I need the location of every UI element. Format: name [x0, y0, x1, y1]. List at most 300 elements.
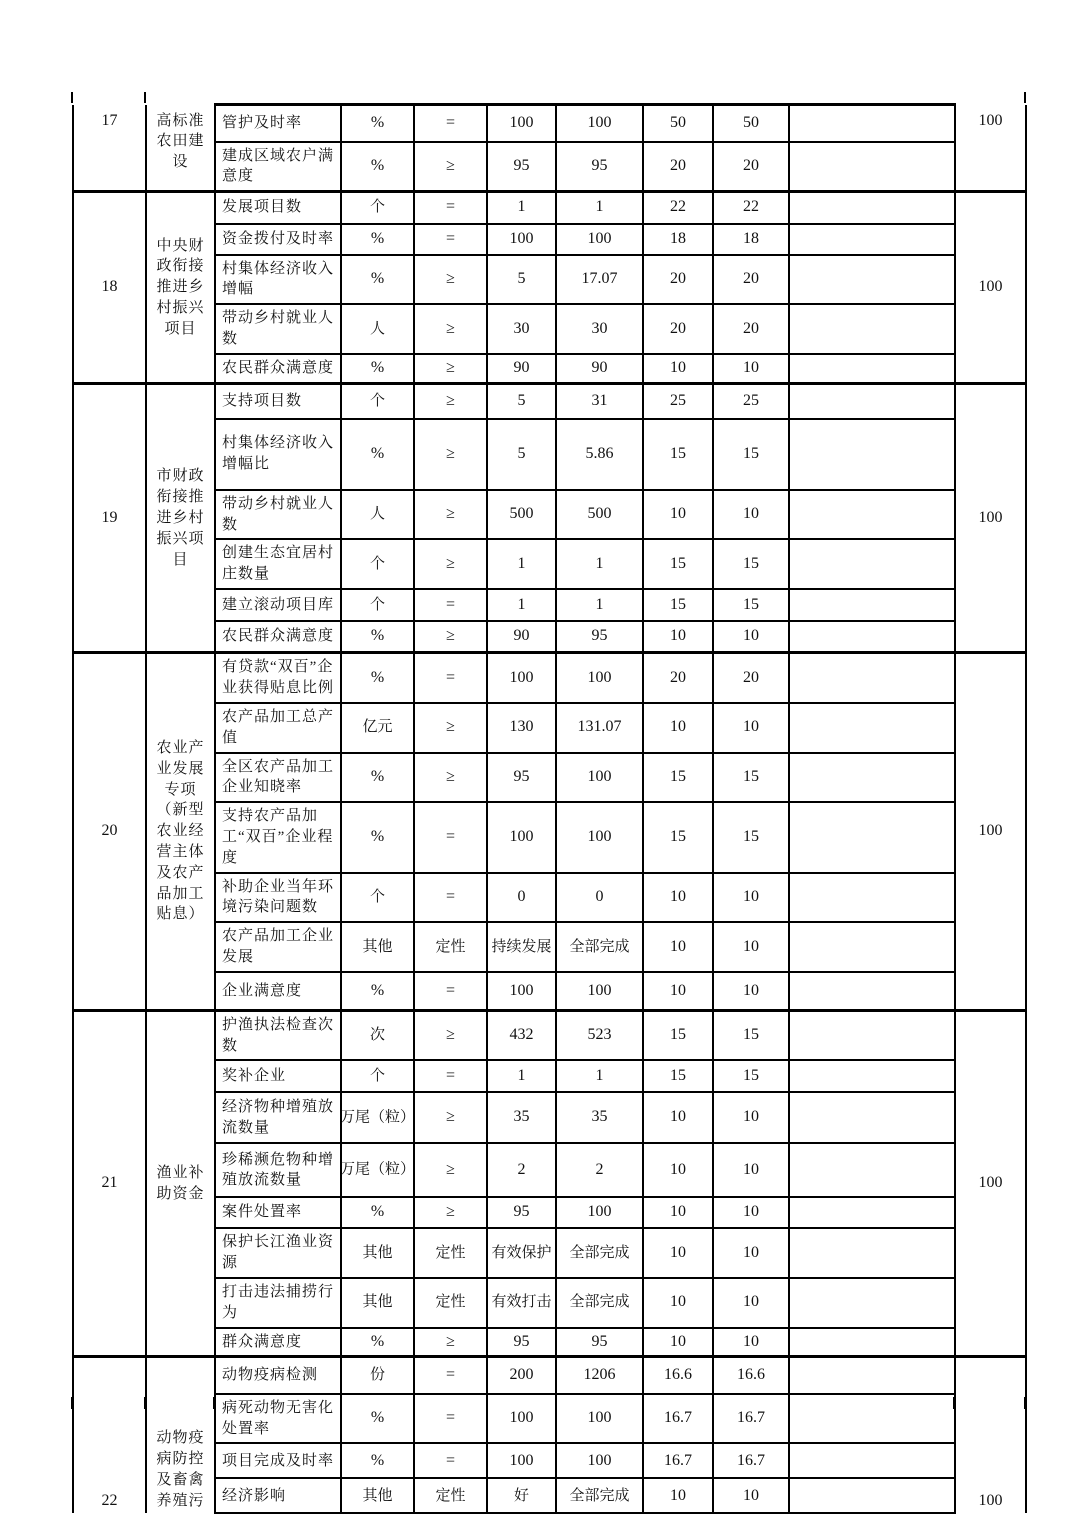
indicator-row — [73, 1278, 1026, 1328]
operator-cell-text: 定性 — [435, 1487, 466, 1504]
indicator-row — [73, 304, 1026, 354]
target-value-cell-text: 1 — [517, 554, 526, 572]
unit-cell-text: 其他 — [362, 1294, 393, 1311]
note-cell — [789, 802, 955, 872]
weight-cell — [643, 304, 713, 354]
unit-cell — [341, 105, 414, 142]
actual-value-cell — [556, 873, 643, 923]
indicator-row — [73, 922, 1026, 972]
actual-value-cell-text: 100 — [587, 229, 612, 247]
weight-cell — [643, 589, 713, 621]
score-cell-text: 15 — [743, 828, 759, 846]
unit-cell-text: % — [370, 828, 385, 846]
weight-cell-text: 10 — [670, 1203, 686, 1221]
actual-value-cell — [556, 621, 643, 653]
indicator-name-cell-text: 项目完成及时率 — [222, 1452, 335, 1469]
operator-cell-text: = — [445, 981, 456, 999]
score-cell-text: 10 — [743, 888, 759, 906]
unit-cell — [341, 972, 414, 1010]
score-cell — [713, 802, 789, 872]
operator-cell-text: ≥ — [446, 718, 455, 736]
table-edge-stub — [144, 92, 146, 103]
group-id-cell-text: 20 — [101, 822, 118, 840]
note-cell — [789, 589, 955, 621]
operator-cell — [414, 304, 487, 354]
project-name-cell — [146, 192, 215, 384]
operator-cell — [414, 419, 487, 490]
actual-value-cell — [556, 384, 643, 419]
weight-cell-text: 16.6 — [664, 1366, 692, 1384]
note-cell — [789, 653, 955, 703]
operator-cell — [414, 1010, 487, 1060]
operator-cell-text: ≥ — [446, 1026, 455, 1044]
weight-cell-text: 16.7 — [664, 1451, 692, 1469]
score-cell — [713, 1328, 789, 1357]
indicator-row — [73, 1394, 1026, 1444]
indicator-name-cell-text: 群众满意度 — [222, 1333, 303, 1350]
actual-value-cell — [556, 589, 643, 621]
score-cell — [713, 1143, 789, 1197]
actual-value-cell — [556, 105, 643, 142]
target-value-cell — [487, 192, 556, 224]
weight-cell-text: 10 — [670, 718, 686, 736]
score-cell-text: 10 — [743, 505, 759, 523]
indicator-name-cell — [215, 539, 341, 589]
note-cell — [789, 354, 955, 384]
actual-value-cell-text: 31 — [591, 392, 608, 410]
weight-cell-text: 15 — [670, 1066, 686, 1084]
table-edge-stub — [71, 92, 73, 103]
weight-cell-text: 15 — [670, 444, 686, 462]
indicator-name-cell-text: 支持项目数 — [222, 393, 303, 410]
score-cell — [713, 1357, 789, 1394]
score-cell-text: 10 — [743, 1108, 759, 1126]
weight-cell — [643, 1197, 713, 1228]
actual-value-cell — [556, 490, 643, 540]
weight-cell-text: 10 — [670, 627, 686, 645]
score-cell — [713, 419, 789, 490]
weight-cell — [643, 419, 713, 490]
operator-cell-text: ≥ — [446, 627, 455, 645]
group-total-cell-text: 100 — [978, 111, 1003, 129]
score-cell — [713, 1092, 789, 1143]
target-value-cell-text: 95 — [513, 1332, 530, 1350]
actual-value-cell — [556, 1443, 643, 1478]
indicator-name-cell — [215, 873, 341, 923]
weight-cell-text: 10 — [670, 1108, 686, 1126]
unit-cell-text: % — [370, 1409, 385, 1427]
indicator-name-cell-text: 村集体经济收入增幅比 — [222, 435, 335, 473]
indicator-name-cell-text: 护渔执法检查次数 — [222, 1016, 335, 1054]
score-cell — [713, 873, 789, 923]
actual-value-cell — [556, 539, 643, 589]
table-edge-stub — [144, 1397, 146, 1409]
unit-cell-text: % — [370, 1203, 385, 1221]
actual-value-cell-text: 90 — [591, 359, 608, 377]
indicator-name-cell — [215, 1278, 341, 1328]
actual-value-cell-text: 100 — [587, 1203, 612, 1221]
actual-value-cell — [556, 1060, 643, 1092]
target-value-cell — [487, 224, 556, 255]
indicator-name-cell-text: 补助企业当年环境污染问题数 — [222, 878, 335, 916]
indicator-name-cell-text: 创建生态宜居村庄数量 — [222, 545, 335, 583]
actual-value-cell-text: 523 — [587, 1026, 612, 1044]
operator-cell-text: ≥ — [446, 768, 455, 786]
group-id-cell-text: 21 — [101, 1174, 118, 1192]
note-cell — [789, 1394, 955, 1444]
note-cell — [789, 384, 955, 419]
operator-cell — [414, 1092, 487, 1143]
weight-cell-text: 20 — [670, 319, 686, 337]
weight-cell-text: 16.7 — [664, 1409, 692, 1427]
actual-value-cell — [556, 703, 643, 753]
target-value-cell-text: 95 — [513, 156, 530, 174]
target-value-cell — [487, 539, 556, 589]
group-id-cell-text: 18 — [101, 278, 118, 296]
unit-cell-text: % — [370, 269, 385, 287]
operator-cell — [414, 589, 487, 621]
target-value-cell — [487, 621, 556, 653]
weight-cell — [643, 1060, 713, 1092]
actual-value-cell — [556, 1328, 643, 1357]
group-total-cell-text: 100 — [978, 508, 1003, 526]
target-value-cell-text: 95 — [513, 768, 530, 786]
group-total-cell-text: 100 — [978, 278, 1003, 296]
indicator-row — [73, 354, 1026, 384]
indicator-name-cell-text: 动物疫病检测 — [222, 1367, 319, 1384]
unit-cell — [341, 1060, 414, 1092]
unit-cell-text: % — [370, 444, 385, 462]
weight-cell-text: 10 — [670, 1332, 686, 1350]
operator-cell — [414, 703, 487, 753]
unit-cell-text: % — [370, 668, 385, 686]
target-value-cell — [487, 753, 556, 803]
target-value-cell — [487, 1328, 556, 1357]
actual-value-cell-text: 全部完成 — [569, 1487, 630, 1504]
operator-cell — [414, 753, 487, 803]
actual-value-cell-text: 0 — [595, 888, 604, 906]
score-cell — [713, 354, 789, 384]
unit-cell — [341, 1357, 414, 1394]
target-value-cell-text: 90 — [513, 359, 530, 377]
unit-cell-text: 亿元 — [362, 719, 393, 736]
indicator-name-cell — [215, 802, 341, 872]
indicator-name-cell — [215, 105, 341, 142]
operator-cell-text: 定性 — [435, 1294, 466, 1311]
performance-indicator-table — [72, 103, 1027, 1514]
unit-cell-text: 个 — [369, 1067, 385, 1084]
score-cell-text: 10 — [743, 627, 759, 645]
indicator-row — [73, 1143, 1026, 1197]
target-value-cell — [487, 105, 556, 142]
actual-value-cell — [556, 142, 643, 192]
target-value-cell-text: 5 — [517, 269, 526, 287]
operator-cell — [414, 192, 487, 224]
score-cell-text: 16.7 — [737, 1451, 765, 1469]
actual-value-cell — [556, 419, 643, 490]
actual-value-cell — [556, 1092, 643, 1143]
operator-cell — [414, 255, 487, 305]
operator-cell-text: = — [445, 1409, 456, 1427]
project-name-cell — [146, 653, 215, 1010]
indicator-name-cell-text: 发展项目数 — [222, 199, 303, 216]
score-cell-text: 10 — [743, 1160, 759, 1178]
weight-cell-text: 20 — [670, 668, 686, 686]
score-cell — [713, 490, 789, 540]
operator-cell — [414, 539, 487, 589]
weight-cell — [643, 1278, 713, 1328]
note-cell — [789, 703, 955, 753]
score-cell-text: 10 — [743, 981, 759, 999]
unit-cell-text: % — [370, 156, 385, 174]
weight-cell-text: 20 — [670, 156, 686, 174]
score-cell-text: 15 — [743, 444, 759, 462]
indicator-row — [73, 1328, 1026, 1357]
score-cell — [713, 922, 789, 972]
indicator-row — [73, 1092, 1026, 1143]
indicator-name-cell — [215, 1328, 341, 1357]
score-cell — [713, 255, 789, 305]
actual-value-cell — [556, 255, 643, 305]
score-cell-text: 10 — [743, 1486, 759, 1504]
unit-cell — [341, 1328, 414, 1357]
weight-cell-text: 10 — [670, 1243, 686, 1261]
weight-cell — [643, 922, 713, 972]
actual-value-cell — [556, 802, 643, 872]
score-cell — [713, 703, 789, 753]
table-edge-stub — [1024, 1397, 1026, 1409]
operator-cell-text: = — [445, 198, 456, 216]
operator-cell — [414, 1443, 487, 1478]
indicator-name-cell-text: 企业满意度 — [222, 982, 303, 999]
operator-cell-text: ≥ — [446, 444, 455, 462]
indicator-name-cell-text: 经济影响 — [222, 1487, 287, 1504]
group-total-cell — [955, 653, 1026, 1010]
actual-value-cell-text: 17.07 — [581, 269, 618, 287]
unit-cell-text: 其他 — [362, 1244, 393, 1261]
indicator-name-cell-text: 保护长江渔业资源 — [222, 1234, 335, 1272]
indicator-name-cell-text: 建立滚动项目库 — [222, 596, 335, 613]
score-cell — [713, 1278, 789, 1328]
indicator-name-cell — [215, 1228, 341, 1278]
table-edge-stub — [953, 1397, 955, 1409]
note-cell — [789, 419, 955, 490]
note-cell — [789, 539, 955, 589]
unit-cell — [341, 539, 414, 589]
operator-cell-text: = — [445, 668, 456, 686]
operator-cell — [414, 1394, 487, 1444]
operator-cell — [414, 1278, 487, 1328]
operator-cell-text: ≥ — [446, 1160, 455, 1178]
indicator-row — [73, 972, 1026, 1010]
indicator-row — [73, 192, 1026, 224]
score-cell-text: 10 — [743, 1203, 759, 1221]
unit-cell-text: 份 — [369, 1367, 385, 1384]
target-value-cell-text: 90 — [513, 627, 530, 645]
weight-cell-text: 25 — [670, 392, 686, 410]
operator-cell-text: ≥ — [446, 1332, 455, 1350]
score-cell — [713, 142, 789, 192]
weight-cell — [643, 1143, 713, 1197]
weight-cell — [643, 753, 713, 803]
unit-cell-text: 个 — [369, 393, 385, 410]
unit-cell-text: 其他 — [362, 1487, 393, 1504]
group-total-cell-text: 100 — [978, 1174, 1003, 1192]
operator-cell — [414, 653, 487, 703]
target-value-cell — [487, 1010, 556, 1060]
score-cell-text: 10 — [743, 359, 759, 377]
target-value-cell-text: 有效保护 — [491, 1244, 552, 1261]
actual-value-cell — [556, 1278, 643, 1328]
actual-value-cell-text: 500 — [587, 505, 612, 523]
operator-cell-text: ≥ — [446, 269, 455, 287]
indicator-name-cell — [215, 142, 341, 192]
score-cell-text: 22 — [743, 198, 759, 216]
actual-value-cell-text: 100 — [587, 1409, 612, 1427]
score-cell — [713, 1478, 789, 1513]
indicator-name-cell — [215, 384, 341, 419]
note-cell — [789, 1197, 955, 1228]
unit-cell — [341, 384, 414, 419]
actual-value-cell-text: 95 — [591, 156, 608, 174]
score-cell-text: 10 — [743, 1293, 759, 1311]
indicator-row — [73, 419, 1026, 490]
weight-cell-text: 10 — [670, 981, 686, 999]
unit-cell — [341, 142, 414, 192]
indicator-row — [73, 621, 1026, 653]
note-cell — [789, 304, 955, 354]
operator-cell-text: ≥ — [446, 359, 455, 377]
actual-value-cell-text: 95 — [591, 1332, 608, 1350]
actual-value-cell-text: 35 — [591, 1108, 608, 1126]
target-value-cell — [487, 1478, 556, 1513]
indicator-row — [73, 1060, 1026, 1092]
actual-value-cell-text: 1 — [595, 595, 604, 613]
indicator-name-cell-text: 支持农产品加工“双百”企业程度 — [222, 808, 334, 866]
actual-value-cell-text: 30 — [591, 319, 608, 337]
actual-value-cell-text: 1 — [595, 198, 604, 216]
actual-value-cell-text: 100 — [587, 981, 612, 999]
score-cell-text: 10 — [743, 1332, 759, 1350]
indicator-name-cell-text: 管护及时率 — [222, 114, 303, 131]
operator-cell-text: ≥ — [446, 319, 455, 337]
target-value-cell — [487, 1357, 556, 1394]
operator-cell-text: = — [445, 888, 456, 906]
target-value-cell — [487, 972, 556, 1010]
indicator-name-cell — [215, 255, 341, 305]
score-cell-text: 20 — [743, 319, 759, 337]
indicator-row — [73, 589, 1026, 621]
weight-cell — [643, 1092, 713, 1143]
note-cell — [789, 490, 955, 540]
unit-cell-text: 个 — [369, 889, 385, 906]
indicator-name-cell-text: 奖补企业 — [222, 1067, 287, 1084]
project-name-cell — [146, 1357, 215, 1514]
indicator-name-cell-text: 农民群众满意度 — [222, 360, 335, 377]
actual-value-cell-text: 100 — [587, 828, 612, 846]
note-cell — [789, 1228, 955, 1278]
unit-cell-text: % — [370, 113, 385, 131]
operator-cell — [414, 873, 487, 923]
actual-value-cell-text: 95 — [591, 627, 608, 645]
actual-value-cell-text: 100 — [587, 768, 612, 786]
indicator-row — [73, 1478, 1026, 1513]
indicator-name-cell-text: 经济物种增殖放流数量 — [222, 1099, 335, 1136]
operator-cell — [414, 1143, 487, 1197]
unit-cell — [341, 490, 414, 540]
project-name-cell-text: 渔业补助资金 — [156, 1164, 205, 1202]
indicator-name-cell — [215, 419, 341, 490]
weight-cell-text: 22 — [670, 198, 686, 216]
weight-cell — [643, 354, 713, 384]
operator-cell-text: = — [445, 1451, 456, 1469]
indicator-name-cell-text: 珍稀濒危物种增殖放流数量 — [222, 1151, 335, 1189]
weight-cell-text: 15 — [670, 1026, 686, 1044]
weight-cell-text: 18 — [670, 229, 686, 247]
score-cell-text: 20 — [743, 668, 759, 686]
target-value-cell — [487, 1092, 556, 1143]
unit-cell — [341, 621, 414, 653]
weight-cell — [643, 192, 713, 224]
unit-cell-text: 人 — [369, 320, 385, 337]
target-value-cell-text: 100 — [509, 1451, 534, 1469]
unit-cell — [341, 922, 414, 972]
actual-value-cell — [556, 224, 643, 255]
indicator-name-cell-text: 带动乡村就业人数 — [222, 495, 335, 533]
unit-cell — [341, 703, 414, 753]
weight-cell-text: 15 — [670, 595, 686, 613]
weight-cell — [643, 384, 713, 419]
operator-cell — [414, 224, 487, 255]
actual-value-cell-text: 1 — [595, 1066, 604, 1084]
note-cell — [789, 1060, 955, 1092]
group-total-cell — [955, 384, 1026, 653]
indicator-name-cell — [215, 1092, 341, 1143]
weight-cell — [643, 1328, 713, 1357]
note-cell — [789, 224, 955, 255]
target-value-cell — [487, 1197, 556, 1228]
target-value-cell-text: 100 — [509, 1409, 534, 1427]
operator-cell — [414, 922, 487, 972]
indicator-name-cell — [215, 304, 341, 354]
unit-cell-text: 个 — [369, 199, 385, 216]
actual-value-cell — [556, 354, 643, 384]
unit-cell — [341, 1143, 414, 1197]
group-id-cell-text: 19 — [101, 508, 118, 526]
indicator-row — [73, 1197, 1026, 1228]
indicator-name-cell-text: 农民群众满意度 — [222, 628, 335, 645]
note-cell — [789, 873, 955, 923]
indicator-name-cell-text: 案件处置率 — [222, 1204, 303, 1221]
note-cell — [789, 753, 955, 803]
note-cell — [789, 192, 955, 224]
target-value-cell-text: 200 — [509, 1366, 534, 1384]
target-value-cell — [487, 873, 556, 923]
actual-value-cell-text: 1 — [595, 554, 604, 572]
operator-cell — [414, 142, 487, 192]
indicator-name-cell-text: 打击违法捕捞行为 — [222, 1283, 335, 1321]
operator-cell — [414, 972, 487, 1010]
actual-value-cell — [556, 1228, 643, 1278]
group-id-cell — [73, 192, 146, 384]
score-cell — [713, 1394, 789, 1444]
weight-cell-text: 50 — [670, 113, 686, 131]
note-cell — [789, 1010, 955, 1060]
note-cell — [789, 1478, 955, 1513]
note-cell — [789, 1143, 955, 1197]
note-cell — [789, 1328, 955, 1357]
unit-cell-text: % — [370, 1451, 385, 1469]
